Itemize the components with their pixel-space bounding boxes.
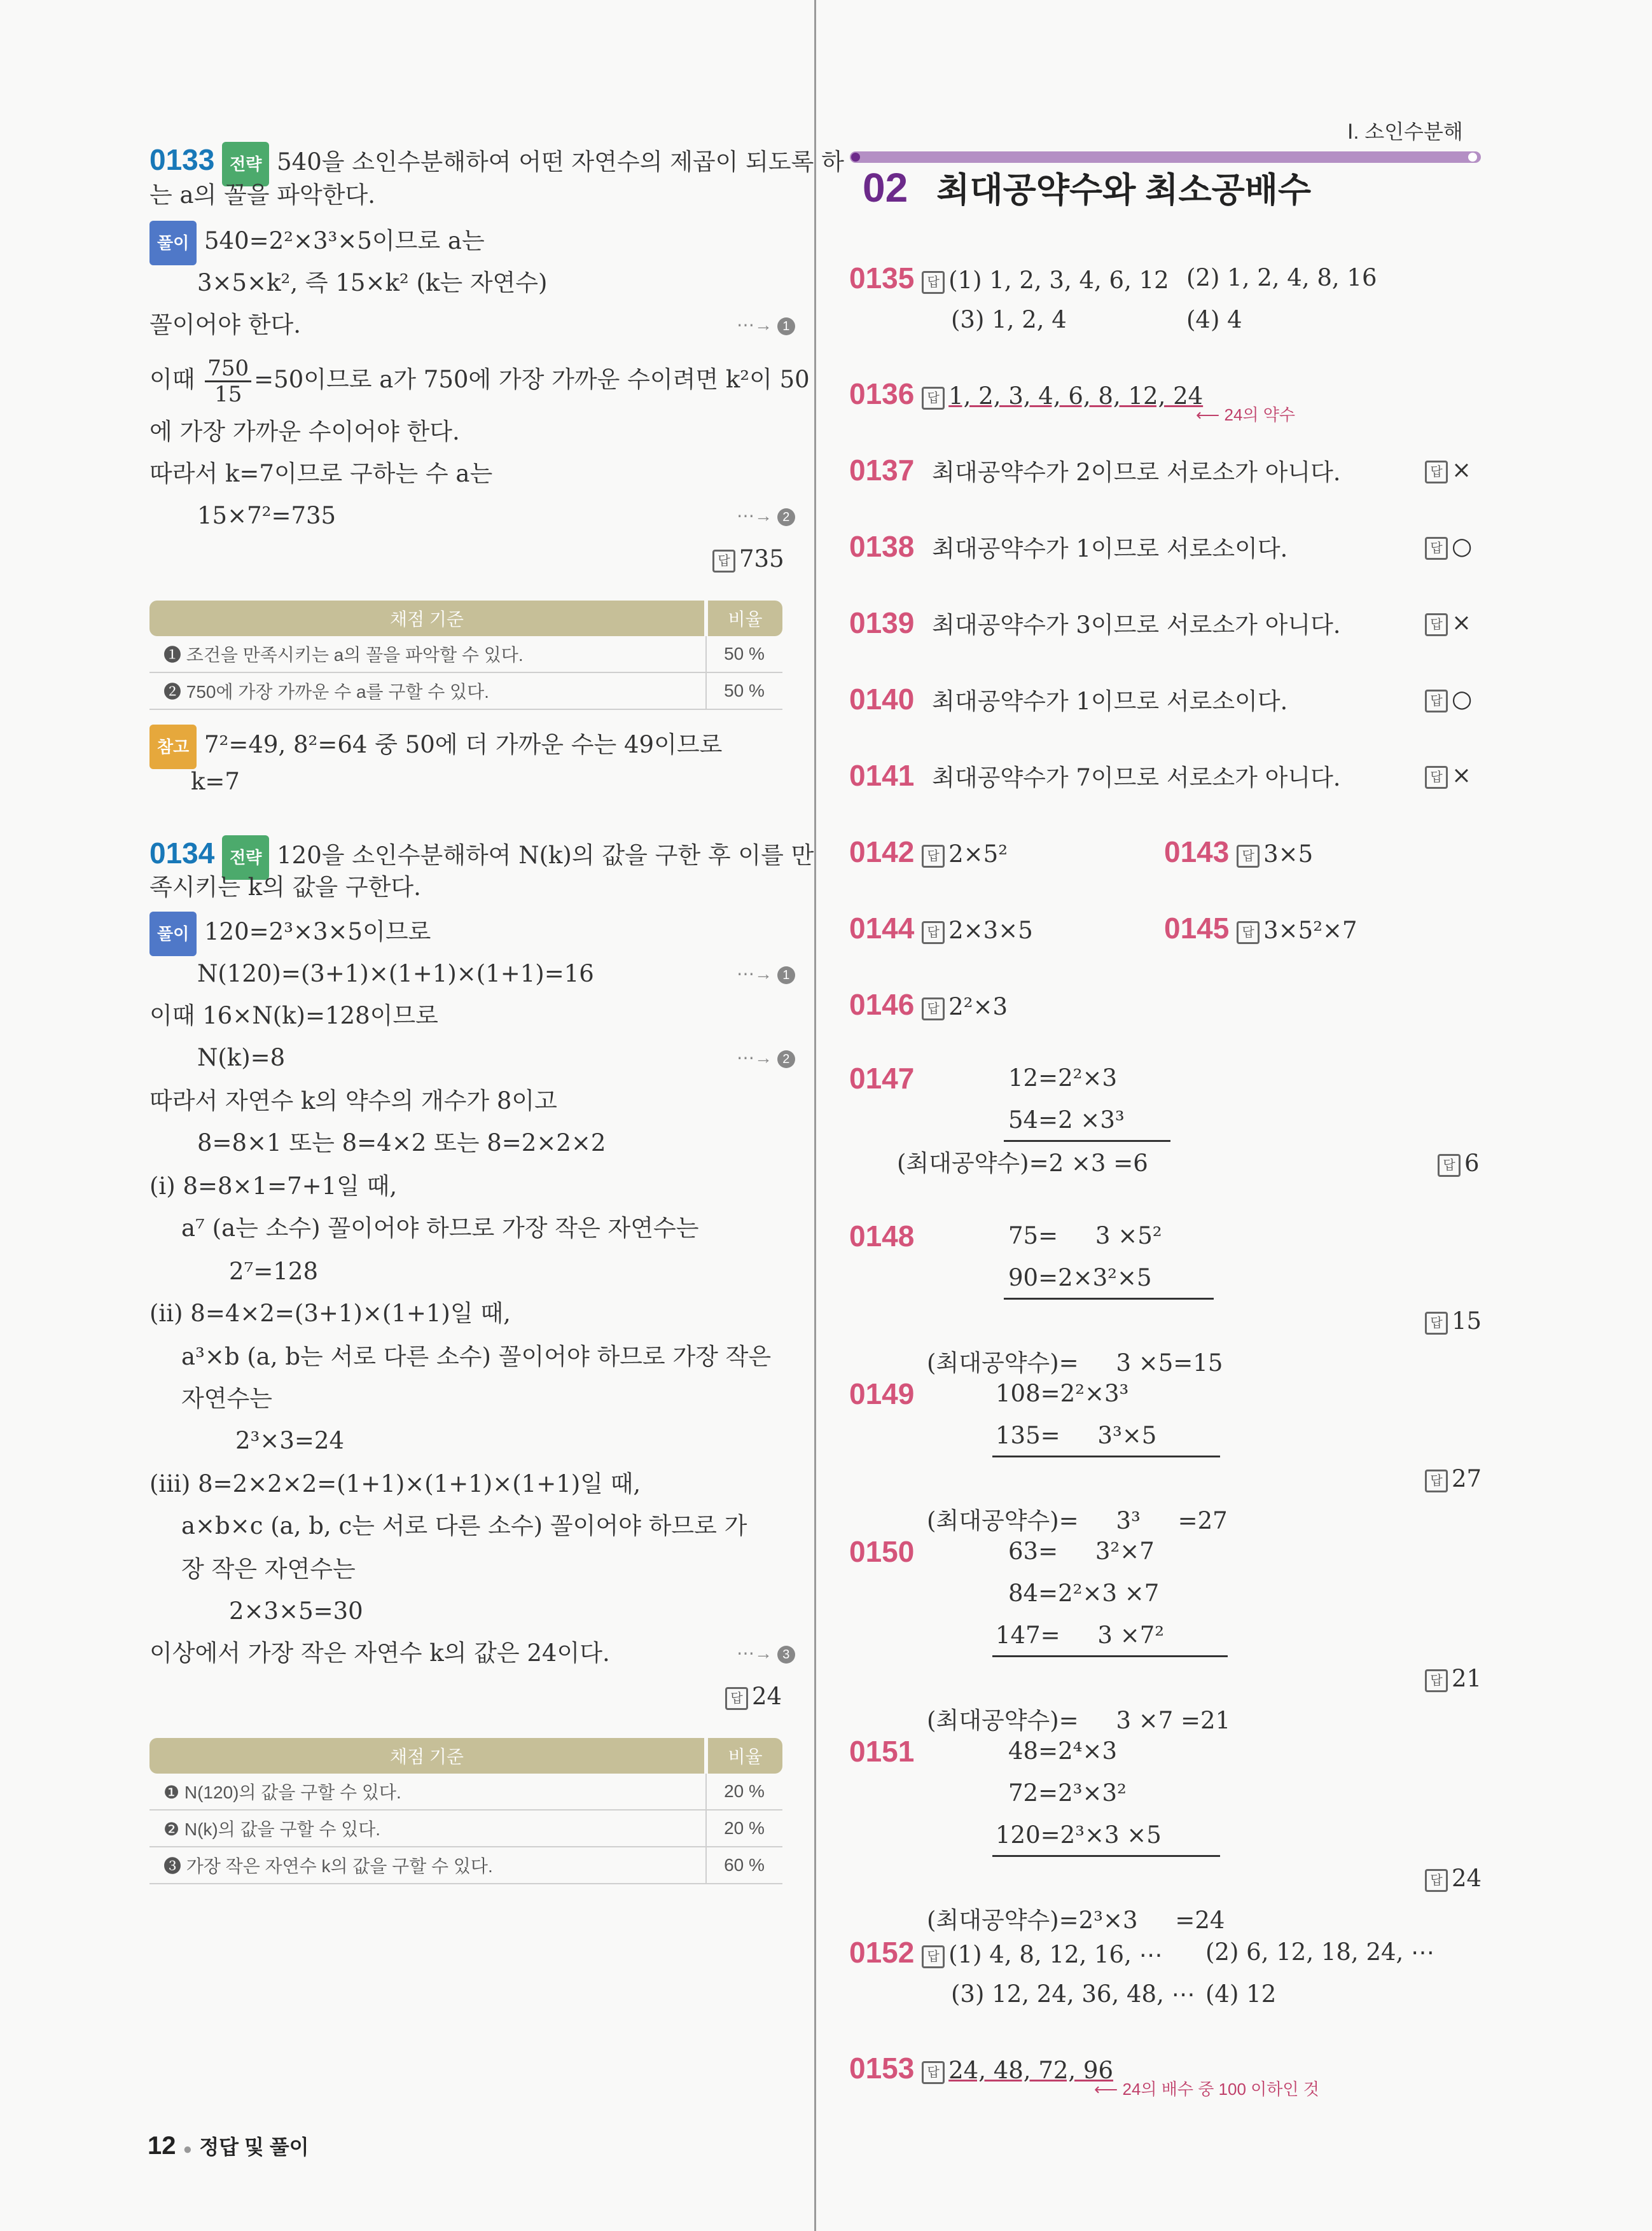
- gcd-label: (최대공약수): [927, 1507, 1059, 1534]
- fraction: [205, 356, 251, 407]
- table-row: [149, 1774, 782, 1810]
- ratio: 60 %: [706, 1847, 782, 1884]
- problem-number: 0134: [149, 837, 215, 870]
- answer-icon: 답: [1425, 613, 1448, 636]
- fraction-denominator: 15: [214, 382, 242, 407]
- solution-text: 이때: [149, 366, 195, 393]
- answer-mark: ×: [1452, 456, 1472, 483]
- answer-part: (4) 12: [1205, 1980, 1277, 2008]
- strategy-text: 120을 소인수분해하여 N(k)의 값을 구한 후 이를 만: [277, 842, 814, 869]
- answer: [1425, 1458, 1482, 1500]
- problem-number: 0144: [849, 912, 915, 945]
- gcd-label: (최대공약수): [927, 1907, 1059, 1934]
- answer-icon: 답: [922, 1945, 945, 1968]
- grading-table-0134: [149, 1738, 782, 1884]
- solution-line: 이때 16×N(k)=128이므로: [149, 1002, 438, 1029]
- table-row: [149, 1847, 782, 1884]
- factor-row: 108=2²×3³: [996, 1380, 1129, 1407]
- division-rule: [992, 1456, 1220, 1457]
- answer: [1425, 1858, 1482, 1900]
- table-row: [149, 1810, 782, 1847]
- answer-value: 27: [1452, 1465, 1482, 1492]
- answer-mark: ×: [1452, 609, 1472, 636]
- solution-line: 장 작은 자연수는: [181, 1555, 356, 1583]
- answer-icon: 답: [922, 997, 945, 1020]
- division-rule: [992, 1655, 1228, 1657]
- problem-number: 0141: [849, 759, 915, 792]
- factor-row: 48=2⁴×3: [1008, 1737, 1117, 1765]
- problem-0135: [849, 257, 1169, 302]
- solution-line: 꼴이어야 한다.: [149, 311, 301, 338]
- answer-part: (2) 1, 2, 4, 8, 16: [1186, 264, 1377, 291]
- table-header: 채점 기준: [149, 1738, 706, 1774]
- answer-value: 21: [1452, 1665, 1482, 1692]
- problem-number-text: 0151: [849, 1735, 915, 1768]
- ratio: 50 %: [706, 672, 782, 709]
- solution-line: 15×7²=735: [197, 502, 337, 529]
- solution-line: (ii) 8=4×2=(3+1)×(1+1)일 때,: [149, 1300, 511, 1327]
- problem-number: 0143: [1164, 835, 1230, 868]
- problem-number-text: 0149: [849, 1377, 915, 1410]
- solution-line: N(120)=(3+1)×(1+1)×(1+1)=16: [197, 960, 594, 987]
- note-text: 7²=49, 8²=64 중 50에 더 가까운 수는 49이므로: [204, 731, 723, 758]
- factor-row: 72=2³×3²: [1008, 1779, 1127, 1807]
- step-marker-1: ⋯→ 1: [737, 314, 795, 335]
- problem-number: 0136: [849, 377, 915, 410]
- problem-0145: [1164, 907, 1357, 952]
- answer-value: 735: [739, 545, 784, 573]
- strategy-tag: 전략: [222, 835, 269, 880]
- note-tag: 참고: [149, 725, 197, 769]
- solution-line: N(k)=8: [197, 1044, 286, 1071]
- solution-line: 자연수는: [181, 1385, 272, 1412]
- ratio: 20 %: [706, 1774, 782, 1810]
- answer-icon: 답: [922, 387, 945, 410]
- step-marker-2: ⋯→ 2: [737, 505, 795, 526]
- problem-0143: [1164, 831, 1313, 875]
- answer: [1425, 449, 1471, 491]
- answer-icon: 답: [712, 550, 735, 573]
- problem-number: 0152: [849, 1936, 915, 1969]
- solution-tag: 풀이: [149, 221, 197, 265]
- annotation: ⟵ 24의 배수 중 100 이하인 것: [1094, 2080, 1319, 2099]
- solution-line: 따라서 k=7이므로 구하는 수 a는: [149, 460, 493, 487]
- problem-number: 0138: [849, 530, 915, 563]
- problem-0138: [849, 525, 1288, 570]
- answer-mark: ○: [1452, 532, 1473, 560]
- answer-icon: 답: [1425, 1869, 1448, 1892]
- ratio: 50 %: [706, 636, 782, 672]
- answer-value: 24: [752, 1683, 782, 1710]
- answer-icon: 답: [922, 2061, 945, 2084]
- problem-number: 0140: [849, 683, 915, 716]
- strategy-text: 540을 소인수분해하여 어떤 자연수의 제곱이 되도록 하: [277, 148, 844, 176]
- factor-row: 84=2²×3 ×7: [1008, 1580, 1160, 1607]
- solution-text: 120=2³×3×5이므로: [204, 918, 431, 945]
- grading-table-0133: [149, 601, 782, 710]
- answer-icon: 답: [1425, 766, 1448, 789]
- problem-0142: [849, 831, 1008, 875]
- solution-line: 따라서 자연수 k의 약수의 개수가 8이고: [149, 1087, 557, 1115]
- column-divider: [814, 0, 816, 2231]
- chapter-title: 최대공약수와 최소공배수: [936, 171, 1312, 209]
- problem-number: [849, 1373, 914, 1417]
- footer-label: 정답 및 풀이: [199, 2136, 309, 2158]
- chapter-bar: [850, 151, 1481, 163]
- solution-text: =50이므로 a가 750에 가장 가까운 수이려면 k²이 50: [254, 366, 810, 393]
- strategy-tag: 전략: [222, 142, 269, 186]
- answer-value: 3×5²×7: [1263, 917, 1357, 944]
- answer-part: (3) 12, 24, 36, 48, ⋯: [951, 1980, 1195, 2008]
- factor-row: 90=2×3²×5: [1008, 1264, 1152, 1291]
- gcd-result: = 3 ×5=15: [1059, 1349, 1223, 1377]
- problem-number: [849, 1057, 914, 1102]
- answer: [1425, 678, 1472, 720]
- solution-line: 8=8×1 또는 8=4×2 또는 8=2×2×2: [197, 1129, 606, 1157]
- answer-part: (3) 1, 2, 4: [951, 306, 1067, 333]
- problem-number-text: 0147: [849, 1062, 915, 1095]
- answer-icon: 답: [1425, 1669, 1448, 1692]
- factor-row: 135= 3³×5: [996, 1422, 1157, 1449]
- answer-icon: 답: [1425, 461, 1448, 483]
- answer: [1425, 525, 1472, 567]
- solution-line: 2×3×5=30: [229, 1597, 363, 1625]
- step-marker-1: ⋯→ 1: [737, 963, 795, 984]
- problem-text: 최대공약수가 3이므로 서로소가 아니다.: [932, 611, 1341, 639]
- problem-0146: [849, 983, 1008, 1028]
- answer-icon: 답: [1237, 921, 1260, 944]
- division-rule: [992, 1855, 1220, 1857]
- problem-text: 최대공약수가 1이므로 서로소이다.: [932, 535, 1288, 562]
- answer-value: 2×5²: [948, 840, 1008, 868]
- chapter-number: 02: [863, 165, 908, 211]
- answer-icon: 답: [1425, 690, 1448, 712]
- solution-line: 2³×3=24: [235, 1427, 344, 1454]
- answer-value: 15: [1452, 1307, 1482, 1335]
- footer-dot: ●: [183, 2141, 193, 2158]
- problem-number: 0146: [849, 988, 915, 1021]
- table-header: 채점 기준: [149, 601, 706, 636]
- answer: [1425, 1300, 1482, 1342]
- step-marker-3: ⋯→ 3: [737, 1643, 795, 1664]
- final-answer: [725, 1676, 782, 1718]
- problem-number: 0145: [1164, 912, 1230, 945]
- problem-0137: [849, 449, 1341, 494]
- problem-0152: [849, 1931, 1163, 1976]
- solution-text: 540=2²×3³×5이므로 a는: [204, 227, 485, 254]
- answer: [1438, 1143, 1480, 1185]
- gcd-label: (최대공약수): [897, 1150, 1029, 1177]
- chapter-title-row: [863, 163, 1311, 212]
- gcd-row: [897, 1143, 1148, 1185]
- section-header: Ⅰ. 소인수분해: [1347, 120, 1463, 143]
- table-row: [149, 672, 782, 709]
- problem-0140: [849, 678, 1288, 723]
- solution-line: (iii) 8=2×2×2=(1+1)×(1+1)×(1+1)일 때,: [149, 1470, 641, 1498]
- criterion: ❷ N(k)의 값을 구할 수 있다.: [149, 1810, 706, 1847]
- answer-value: 24, 48, 72, 96: [948, 2057, 1114, 2084]
- answer-icon: 답: [1237, 845, 1260, 868]
- problem-number: 0137: [849, 454, 915, 487]
- answer: [1425, 1658, 1482, 1700]
- solution-line: a×b×c (a, b, c는 서로 다른 소수) 꼴이어야 하므로 가: [181, 1512, 747, 1539]
- factor-row: 12=2²×3: [1008, 1064, 1117, 1092]
- problem-0139: [849, 602, 1341, 646]
- table-header-ratio: 비율: [706, 1738, 782, 1774]
- problem-text: 최대공약수가 7이므로 서로소가 아니다.: [932, 764, 1341, 791]
- criterion: ❶ N(120)의 값을 구할 수 있다.: [149, 1774, 706, 1810]
- annotation-text: 24의 배수 중 100 이하인 것: [1122, 2080, 1319, 2099]
- chapter-bar-end-dot: [1468, 153, 1477, 162]
- solution-line: [149, 911, 431, 956]
- answer-value: 6: [1464, 1150, 1480, 1177]
- answer-part: (1) 4, 8, 12, 16, ⋯: [948, 1941, 1163, 1968]
- final-answer: [712, 538, 784, 580]
- factor-row: 147= 3 ×7²: [996, 1622, 1165, 1649]
- strategy-text-cont: 족시키는 k의 값을 구한다.: [149, 873, 421, 901]
- note-line: k=7: [191, 768, 240, 795]
- factor-row: 63= 3²×7: [1008, 1538, 1155, 1565]
- factor-row: 75= 3 ×5²: [1008, 1222, 1162, 1249]
- criterion: ❷ 750에 가장 가까운 수 a를 구할 수 있다.: [149, 672, 706, 709]
- solution-line: 이상에서 가장 작은 자연수 k의 값은 24이다.: [149, 1639, 610, 1667]
- problem-number-text: 0150: [849, 1535, 915, 1568]
- criterion: ❸ 가장 작은 자연수 k의 값을 구할 수 있다.: [149, 1847, 706, 1884]
- solution-line: [149, 220, 485, 265]
- page-footer: [148, 2131, 309, 2160]
- answer-value: 2×3×5: [948, 917, 1033, 944]
- solution-line: a³×b (a, b는 서로 다른 소수) 꼴이어야 하므로 가장 작은: [181, 1343, 772, 1370]
- step-marker-2: ⋯→ 2: [737, 1047, 795, 1068]
- problem-number: 0133: [149, 143, 215, 176]
- strategy-text-cont: 는 a의 꼴을 파악한다.: [149, 181, 376, 209]
- page-number: 12: [148, 2132, 176, 2160]
- table-row: [149, 636, 782, 672]
- gcd-result: = 3³ =27: [1059, 1507, 1228, 1534]
- solution-tag: 풀이: [149, 912, 197, 956]
- answer-mark: ×: [1452, 761, 1472, 789]
- ratio: 20 %: [706, 1810, 782, 1847]
- answer-icon: 답: [1438, 1154, 1461, 1177]
- gcd-result: = 3 ×7 =21: [1059, 1707, 1231, 1734]
- chapter-bar-dot: [851, 153, 860, 162]
- problem-text: 최대공약수가 2이므로 서로소가 아니다.: [932, 459, 1341, 486]
- answer-icon: 답: [922, 845, 945, 868]
- gcd-label: (최대공약수): [927, 1349, 1059, 1377]
- answer-icon: 답: [1425, 1312, 1448, 1335]
- fraction-numerator: 750: [205, 356, 251, 382]
- annotation: ⟵ 24의 약수: [1196, 405, 1295, 424]
- problem-number: 0139: [849, 606, 915, 639]
- problem-number: 0142: [849, 835, 915, 868]
- annotation-text: 24의 약수: [1224, 405, 1295, 424]
- answer-icon: 답: [1425, 1470, 1448, 1492]
- problem-number: [849, 1215, 914, 1260]
- solution-line: 2⁷=128: [229, 1258, 318, 1285]
- factor-row: 54=2 ×3³: [1008, 1106, 1125, 1134]
- criterion: ❶ 조건을 만족시키는 a의 꼴을 파악할 수 있다.: [149, 636, 706, 672]
- problem-0144: [849, 907, 1033, 952]
- answer-mark: ○: [1452, 685, 1473, 712]
- answer-icon: 답: [922, 921, 945, 944]
- problem-0136: [849, 373, 1203, 417]
- problem-text: 최대공약수가 1이므로 서로소이다.: [932, 688, 1288, 715]
- table-header-ratio: 비율: [706, 601, 782, 636]
- answer-part: (4) 4: [1186, 306, 1242, 333]
- answer-value: 2²×3: [948, 993, 1008, 1020]
- solution-line: 에 가장 가까운 수이어야 한다.: [149, 418, 460, 445]
- answer-icon: 답: [922, 271, 945, 294]
- solution-line-fraction: [149, 356, 810, 407]
- answer-icon: 답: [1425, 537, 1448, 560]
- answer-icon: 답: [725, 1687, 748, 1710]
- factor-row: 120=2³×3 ×5: [996, 1821, 1162, 1849]
- answer: [1425, 754, 1471, 796]
- answer-value: 3×5: [1263, 840, 1314, 868]
- answer-value: 1, 2, 3, 4, 6, 8, 12, 24: [948, 382, 1204, 410]
- answer-part: (1) 1, 2, 3, 4, 6, 12: [948, 267, 1169, 294]
- answer-part: (2) 6, 12, 18, 24, ⋯: [1205, 1938, 1435, 1966]
- problem-0141: [849, 754, 1341, 799]
- problem-number: 0153: [849, 2052, 915, 2085]
- division-rule: [1004, 1298, 1214, 1300]
- division-rule: [1004, 1140, 1170, 1142]
- gcd-result: =2³×3 =24: [1059, 1907, 1225, 1934]
- problem-number-text: 0148: [849, 1220, 915, 1253]
- solution-line: 3×5×k², 즉 15×k² (k는 자연수): [197, 269, 548, 296]
- solution-line: (i) 8=8×1=7+1일 때,: [149, 1172, 398, 1200]
- solution-line: a⁷ (a는 소수) 꼴이어야 하므로 가장 작은 자연수는: [181, 1214, 699, 1242]
- problem-0153: [849, 2047, 1113, 2092]
- answer-value: 24: [1452, 1865, 1482, 1892]
- gcd-result: =2 ×3 =6: [1029, 1150, 1148, 1177]
- gcd-label: (최대공약수): [927, 1707, 1059, 1734]
- problem-number: 0135: [849, 261, 915, 295]
- answer: [1425, 602, 1471, 644]
- problem-number: [849, 1531, 914, 1575]
- problem-number: [849, 1730, 914, 1775]
